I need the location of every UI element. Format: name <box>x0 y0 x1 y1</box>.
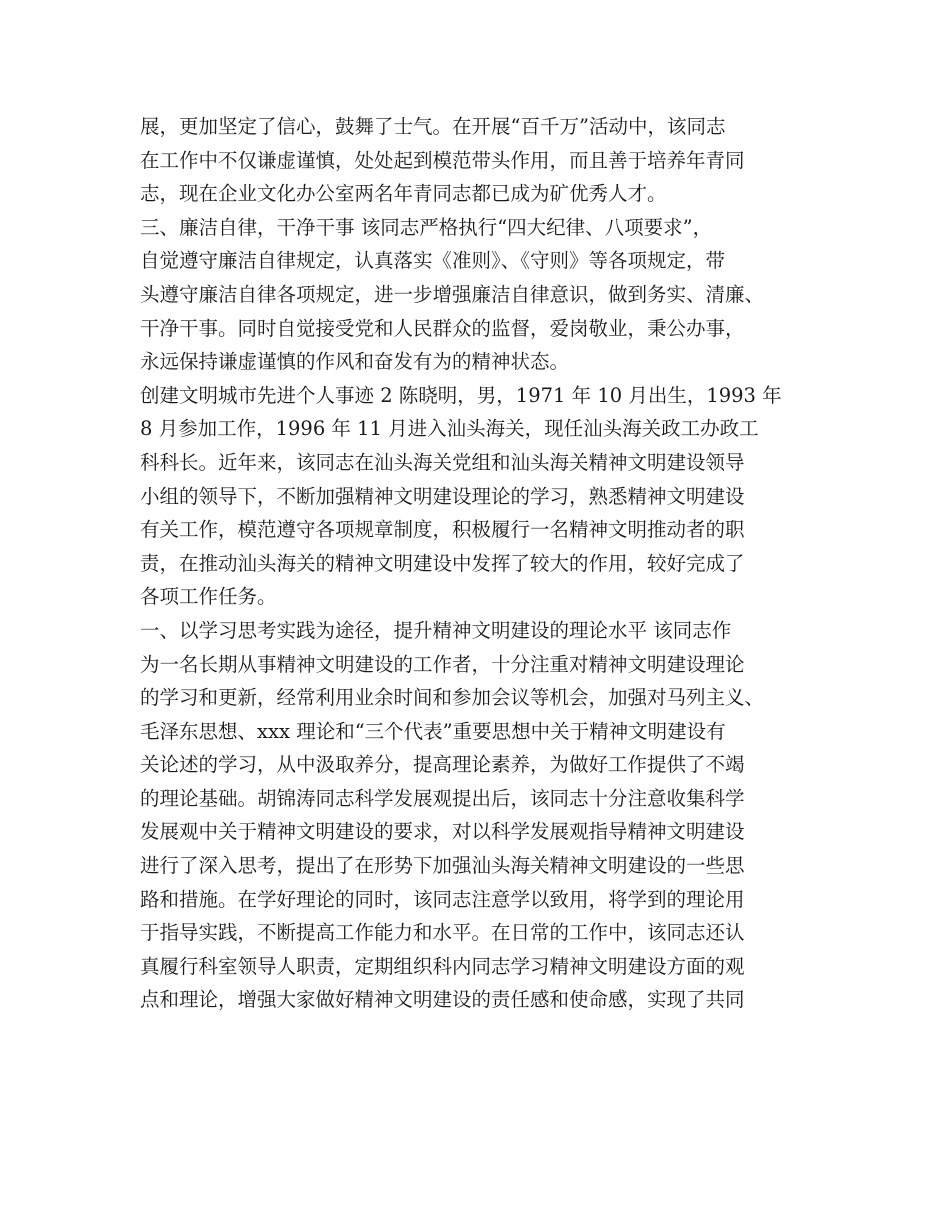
text-line: 展，更加坚定了信心，鼓舞了士气。在开展“百千万”活动中，该同志 <box>140 115 726 138</box>
text-line: 责，在推动汕头海关的精神文明建设中发挥了较大的作用，较好完成了 <box>140 551 745 575</box>
text-line: 自觉遵守廉洁自律规定，认真落实《准则》、《守则》等各项规定，带 <box>140 249 726 273</box>
text-line: 的理论基础。胡锦涛同志科学发展观提出后，该同志十分注意收集科学 <box>140 786 745 810</box>
section-heading-line: 三、廉洁自律，干净干事 该同志严格执行“四大纪律、八项要求”， <box>140 215 713 239</box>
text-line: 的学习和更新，经常利用业余时间和参加会议等机会，加强对马列主义、 <box>140 686 765 710</box>
text-line: 发展观中关于精神文明建设的要求，对以科学发展观指导精神文明建设 <box>140 820 745 844</box>
text-line: 在工作中不仅谦虚谨慎，处处起到模范带头作用，而且善于培养年青同 <box>140 148 745 172</box>
text-line: 路和措施。在学好理论的同时，该同志注意学以致用，将学到的理论用 <box>140 887 745 911</box>
text-line: 进行了深入思考，提出了在形势下加强汕头海关精神文明建设的一些思 <box>140 854 745 878</box>
text-line: 各项工作任务。 <box>140 585 277 609</box>
text-line: 真履行科室领导人职责，定期组织科内同志学习精神文明建设方面的观 <box>140 954 745 978</box>
text-line: 毛泽东思想、xxx 理论和“三个代表”重要思想中关于精神文明建设有 <box>140 719 726 743</box>
text-line: 科科长。近年来，该同志在汕头海关党组和汕头海关精神文明建设领导 <box>140 450 745 474</box>
text-line: 志，现在企业文化办公室两名年青同志都已成为矿优秀人才。 <box>140 182 667 206</box>
section-heading-line: 一、以学习思考实践为途径，提升精神文明建设的理论水平 该同志作 <box>140 618 732 642</box>
text-line: 于指导实践，不断提高工作能力和水平。在日常的工作中，该同志还认 <box>140 921 745 945</box>
text-line: 永远保持谦虚谨慎的作风和奋发有为的精神状态。 <box>140 350 570 374</box>
text-line: 小组的领导下，不断加强精神文明建设理论的学习，熟悉精神文明建设 <box>140 484 745 508</box>
text-line: 有关工作，模范遵守各项规章制度，积极履行一名精神文明推动者的职 <box>140 518 745 542</box>
text-line: 为一名长期从事精神文明建设的工作者，十分注重对精神文明建设理论 <box>140 652 745 676</box>
text-line: 8 月参加工作，1996 年 11 月进入汕头海关，现任汕头海关政工办政工 <box>140 417 759 441</box>
text-line: 干净干事。同时自觉接受党和人民群众的监督，爱岗敬业，秉公办事， <box>140 316 745 340</box>
text-line: 点和理论，增强大家做好精神文明建设的责任感和使命感，实现了共同 <box>140 988 745 1012</box>
text-line: 头遵守廉洁自律各项规定，进一步增强廉洁自律意识，做到务实、清廉、 <box>140 282 765 306</box>
section-heading-line: 创建文明城市先进个人事迹 2 陈晓明，男，1971 年 10 月出生，1993 年 <box>140 383 782 407</box>
text-line: 关论述的学习，从中汲取养分，提高理论素养，为做好工作提供了不竭 <box>140 753 745 777</box>
body-text <box>140 110 830 1017</box>
